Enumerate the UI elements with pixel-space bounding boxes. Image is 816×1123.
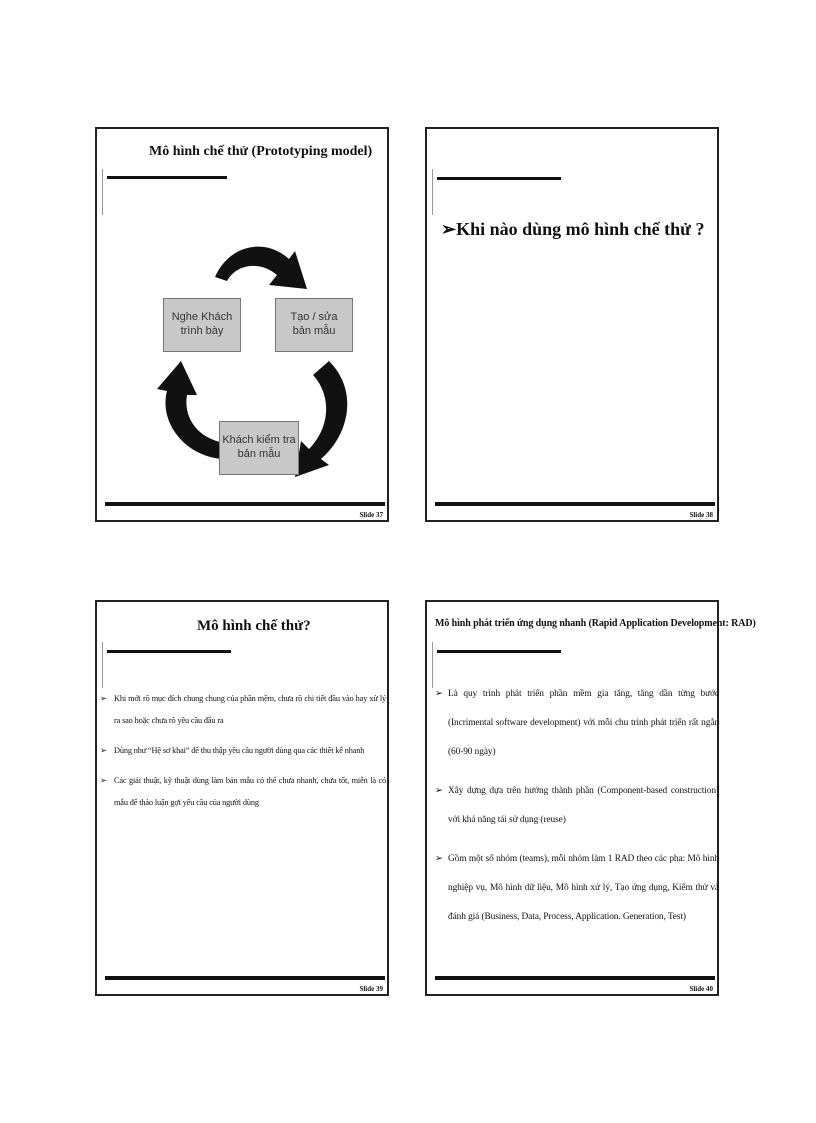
list-item bbox=[435, 680, 719, 767]
cycle-arrow-top bbox=[215, 247, 307, 289]
slide-38 bbox=[425, 127, 719, 522]
slide-title: Mô hình chế thử (Prototyping model) bbox=[149, 144, 373, 159]
slide-number: Slide 40 bbox=[689, 985, 713, 993]
bullet-arrow-icon: ➢ bbox=[100, 776, 107, 785]
list-item-text: Dùng như “Hệ sơ khai” để thu thập yêu cầu người dùng qua các thiết kế nhanh bbox=[114, 746, 365, 755]
margin-mark bbox=[102, 642, 103, 688]
list-item-text: Xây dựng dựa trên hướng thành phần (Component-based construction) với khả năng tái sử dụng (reuse) bbox=[448, 786, 719, 825]
list-item-text: Khi mới rõ mục đích chung chung của phần mềm, chưa rõ chi tiết đầu vào hay xử lý ra sao hoặc chưa rõ yêu cầu đầu ra bbox=[114, 694, 386, 725]
footer-bar bbox=[105, 502, 385, 506]
step-line: Tạo / sửa bbox=[290, 311, 338, 324]
title-underline bbox=[437, 177, 561, 180]
footer-bar bbox=[105, 976, 385, 980]
step-box-build bbox=[275, 298, 353, 352]
margin-mark bbox=[432, 642, 433, 688]
slide-number: Slide 38 bbox=[689, 511, 713, 519]
slide-title: Mô hình chế thử? bbox=[197, 618, 311, 634]
slide-39 bbox=[95, 600, 389, 996]
step-box-listen bbox=[163, 298, 241, 352]
bullet-arrow-icon: ➢ bbox=[441, 219, 457, 239]
slide-40 bbox=[425, 600, 756, 996]
cycle-arrow-left bbox=[157, 361, 225, 459]
question-text: Khi nào dùng mô hình chế thử ? bbox=[456, 219, 705, 239]
bullet-arrow-icon: ➢ bbox=[100, 694, 107, 703]
bullet-arrow-icon: ➢ bbox=[435, 689, 443, 699]
step-line: bản mẫu bbox=[292, 325, 336, 337]
slide-37 bbox=[95, 127, 389, 522]
slide-title: Mô hình phát triển ứng dụng nhanh (Rapid Application Development: RAD) bbox=[435, 618, 756, 629]
list-item-text: Gồm một số nhóm (teams), mỗi nhóm làm 1 RAD theo các pha: Mô hình nghiệp vụ, Mô hình dữ liệu, Mô hình xử lý, Tạo ứng dụng, Kiểm thử và đánh giá (Business, Data, Process, Application. Generation, Test) bbox=[448, 854, 719, 922]
footer-bar bbox=[435, 976, 715, 980]
list-item bbox=[435, 777, 719, 835]
footer-bar bbox=[435, 502, 715, 506]
slide-number: Slide 37 bbox=[359, 511, 383, 519]
list-item bbox=[100, 740, 386, 762]
title-underline bbox=[107, 650, 231, 653]
step-box-test bbox=[219, 421, 299, 475]
list-item-text: Các giải thuật, kỹ thuật dùng làm bản mẫu có thể chưa nhanh, chưa tốt, miễn là có mẫu để thảo luận gợi yêu cầu của người dùng bbox=[114, 776, 386, 807]
bullet-list bbox=[435, 680, 719, 942]
slide-number: Slide 39 bbox=[359, 985, 383, 993]
title-underline bbox=[437, 650, 561, 653]
list-item bbox=[435, 845, 719, 932]
question-heading bbox=[441, 219, 704, 240]
step-line: trình bày bbox=[180, 325, 224, 337]
bullet-list bbox=[100, 688, 386, 822]
list-item bbox=[100, 688, 386, 732]
bullet-arrow-icon: ➢ bbox=[435, 854, 443, 864]
bullet-arrow-icon: ➢ bbox=[435, 786, 443, 796]
step-line: Khách kiểm tra bbox=[222, 434, 296, 447]
margin-mark bbox=[432, 169, 433, 215]
step-line: bản mẫu bbox=[237, 448, 281, 460]
list-item bbox=[100, 770, 386, 814]
list-item-text: Là quy trình phát triển phần mềm gia tăng, tăng dần từng bước (Incrimental software development) với mỗi chu trình phát triển rất ngắn (60-90 ngày) bbox=[448, 689, 719, 757]
cycle-arrow-right bbox=[295, 361, 347, 477]
step-line: Nghe Khách bbox=[171, 311, 233, 324]
bullet-arrow-icon: ➢ bbox=[100, 746, 107, 755]
